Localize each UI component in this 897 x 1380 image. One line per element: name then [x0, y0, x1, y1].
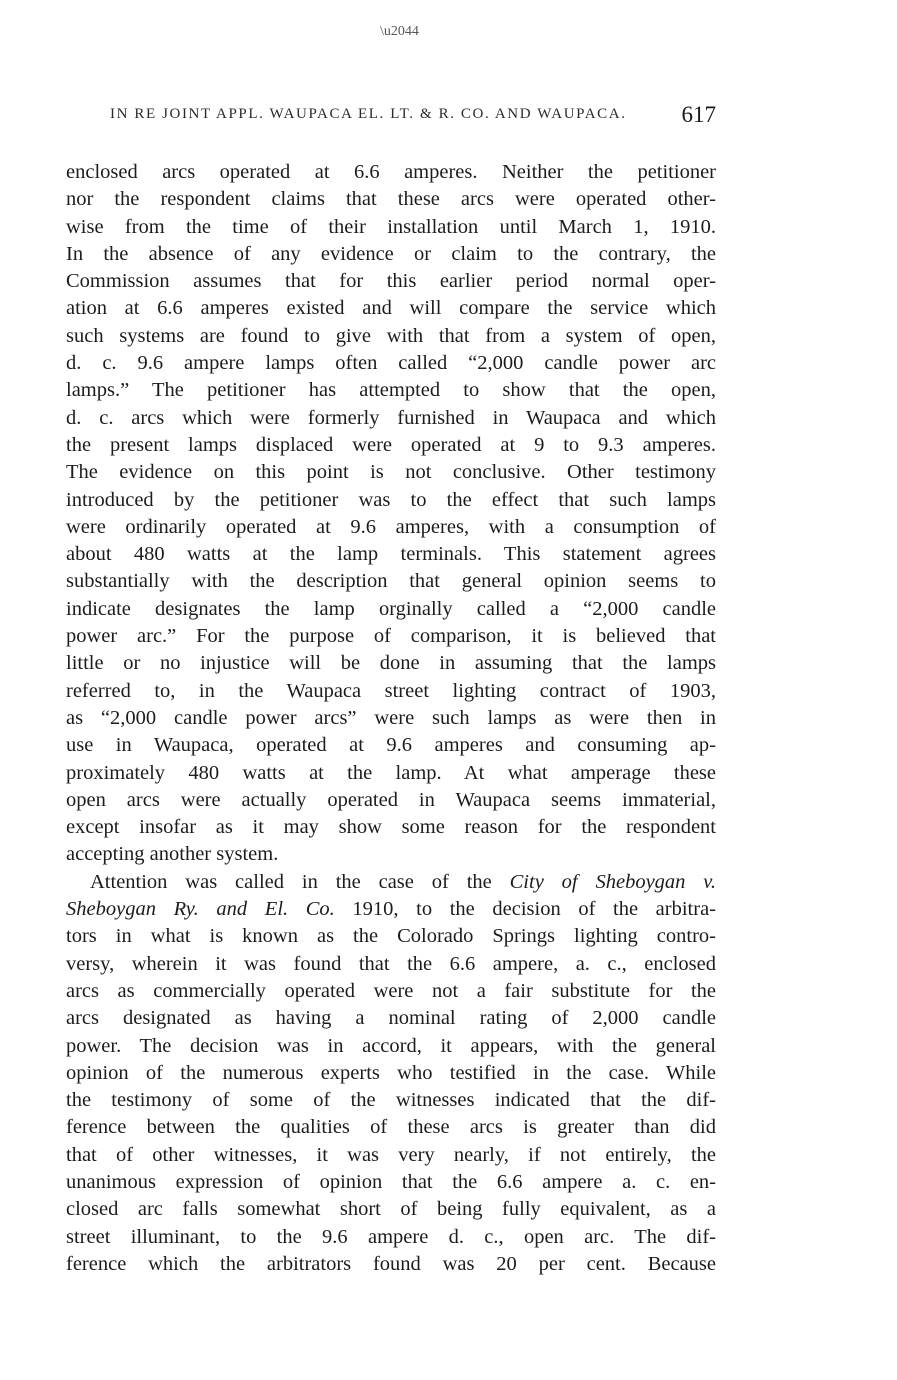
text-line: In the absence of any evidence or claim to the contrary, the: [66, 242, 716, 265]
text-line: about 480 watts at the lamp terminals. This statement agrees: [66, 543, 716, 566]
text-line: tors in what is known as the Colorado Springs lighting contro-: [66, 925, 716, 948]
text-line: as “2,000 candle power arcs” were such lamps as were then in: [66, 706, 716, 729]
text-line: introduced by the petitioner was to the effect that such lamps: [66, 488, 716, 511]
text-line: arcs designated as having a nominal rating of 2,000 candle: [66, 1007, 716, 1030]
text-line: accepting another system.: [66, 843, 279, 866]
text-line: that of other witnesses, it was very nearly, if not entirely, the: [66, 1143, 716, 1166]
text-line: arcs as commercially operated were not a fair substitute for the: [66, 979, 716, 1002]
running-head-title: IN RE JOINT APPL. WAUPACA EL. LT. & R. CO. AND WAUPACA.: [110, 106, 627, 122]
text-line: lamps.” The petitioner has attempted to show that the open,: [66, 379, 716, 402]
scan-mark: \u2044: [380, 24, 419, 39]
text-line: except insofar as it may show some reason for the respondent: [66, 816, 716, 839]
running-head: [110, 104, 716, 134]
text-line: proximately 480 watts at the lamp. At what amperage these: [66, 761, 716, 784]
text-line: opinion of the numerous experts who testified in the case. While: [66, 1061, 716, 1084]
text-line: The evidence on this point is not conclusive. Other testimony: [66, 461, 716, 484]
text-line: wise from the time of their installation until March 1, 1910.: [66, 215, 716, 238]
text-line: power. The decision was in accord, it appears, with the general: [66, 1034, 716, 1057]
text-line: nor the respondent claims that these arcs were operated other-: [66, 188, 716, 211]
text-line: such systems are found to give with that from a system of open,: [66, 324, 716, 347]
text-line-with-citation: [66, 869, 716, 896]
body-text: [66, 159, 716, 1278]
text-line: referred to, in the Waupaca street lighting contract of 1903,: [66, 679, 716, 702]
text-line: the testimony of some of the witnesses indicated that the dif-: [66, 1089, 716, 1112]
text-line: d. c. 9.6 ampere lamps often called “2,000 candle power arc: [66, 352, 716, 375]
text-line: little or no injustice will be done in assuming that the lamps: [66, 652, 716, 675]
text-line: ference which the arbitrators found was 20 per cent. Because: [66, 1252, 716, 1275]
text-line: substantially with the description that general opinion seems to: [66, 570, 716, 593]
text-line: unanimous expression of opinion that the 6.6 ampere a. c. en-: [66, 1170, 716, 1193]
text-line: open arcs were actually operated in Waupaca seems immaterial,: [66, 788, 716, 811]
text-line: enclosed arcs operated at 6.6 amperes. Neither the petitioner: [66, 161, 716, 183]
text-line: use in Waupaca, operated at 9.6 amperes and consuming ap-: [66, 734, 716, 757]
text-line: d. c. arcs which were formerly furnished in Waupaca and which: [66, 406, 716, 429]
text-line: closed arc falls somewhat short of being fully equivalent, as a: [66, 1198, 716, 1221]
text-line: Commission assumes that for this earlier period normal oper-: [66, 270, 716, 293]
text-line: street illuminant, to the 9.6 ampere d. c., open arc. The dif-: [66, 1225, 716, 1248]
text-line: ation at 6.6 amperes existed and will compare the service which: [66, 297, 716, 320]
text-line: indicate designates the lamp orginally called a “2,000 candle: [66, 597, 716, 620]
case-citation: City of Sheboygan v.: [509, 870, 717, 893]
case-citation: Sheboygan Ry. and El. Co.: [66, 898, 335, 921]
text-line: the present lamps displaced were operated at 9 to 9.3 amperes.: [66, 433, 716, 456]
text-line: power arc.” For the purpose of comparison, it is believed that: [66, 625, 716, 648]
text-line: were ordinarily operated at 9.6 amperes, with a consumption of: [66, 515, 716, 538]
text-line-with-citation: [66, 896, 716, 923]
text-line: ference between the qualities of these arcs is greater than did: [66, 1116, 716, 1139]
page-number: 617: [681, 102, 716, 127]
text-fragment: Attention was called in the case of the: [90, 870, 510, 893]
text-fragment: 1910, to the decision of the arbitra-: [334, 898, 716, 921]
text-line: versy, wherein it was found that the 6.6 ampere, a. c., enclosed: [66, 952, 716, 975]
